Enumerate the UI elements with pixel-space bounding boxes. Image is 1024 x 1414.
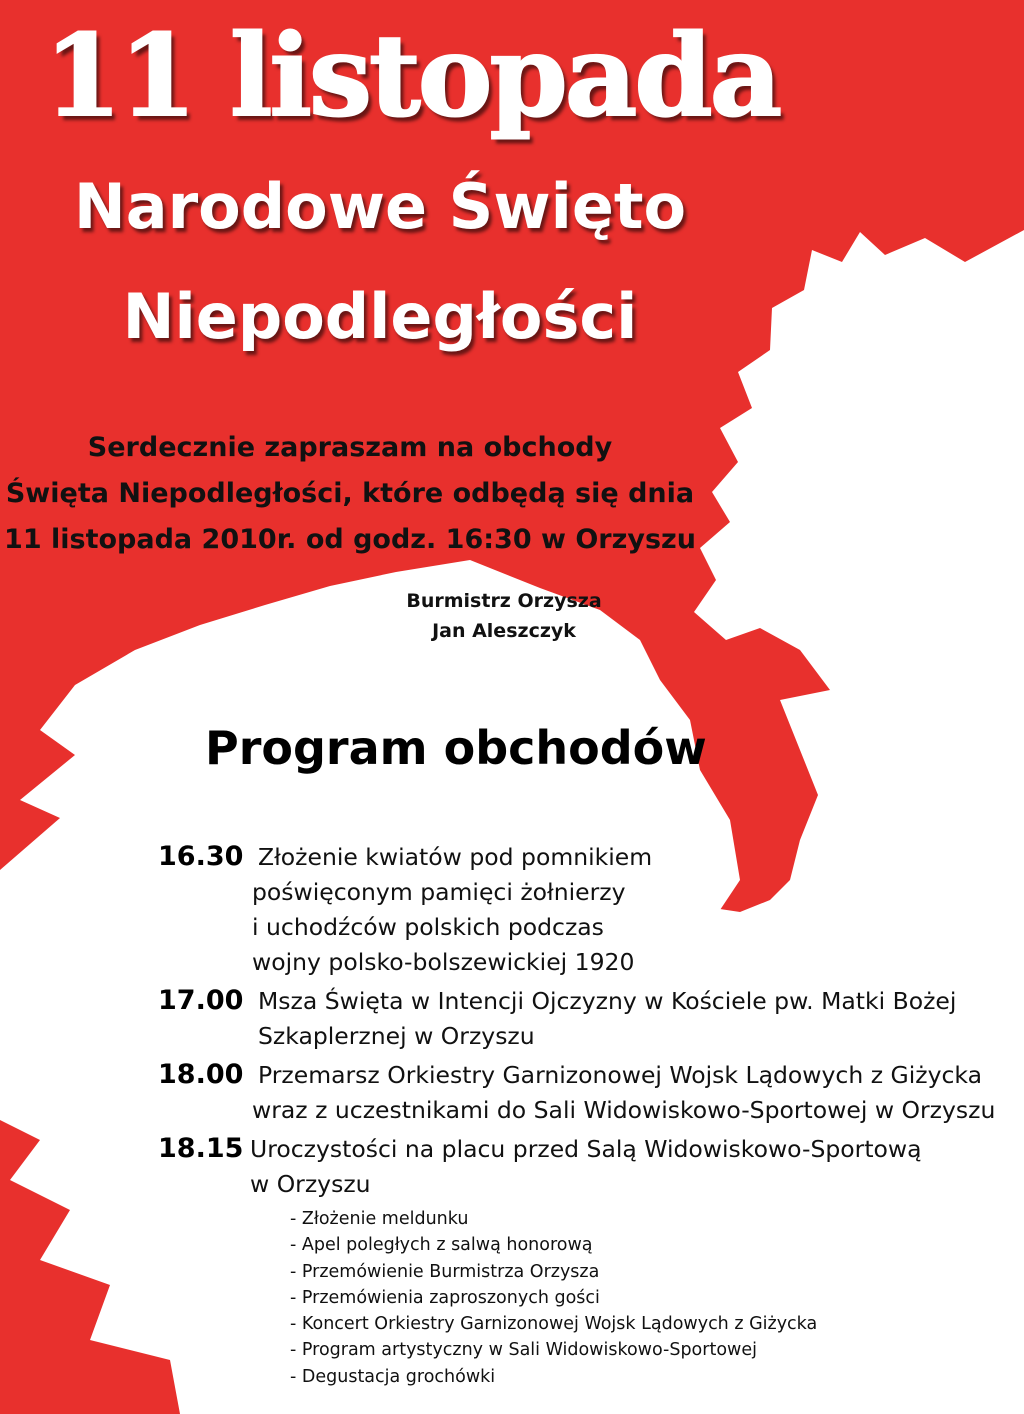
list-item: - Apel poległych z salwą honorową (290, 1232, 1018, 1258)
signature-block (404, 586, 604, 646)
list-item: - Koncert Orkiestry Garnizonowej Wojsk Lądowych z Giżycka (290, 1311, 1018, 1337)
invitation-line: Serdecznie zapraszam na obchody (87, 432, 613, 463)
list-item: - Degustacja grochówki (290, 1364, 1018, 1390)
event-time: 17.00 (158, 985, 244, 1016)
schedule-event (158, 840, 1018, 980)
schedule-event (158, 1058, 1018, 1128)
invitation-line: Święta Niepodległości, które odbędą się dnia (5, 478, 695, 509)
event-subitems-list (290, 1206, 1018, 1390)
signature-role: Burmistrz Orzysza (406, 590, 602, 612)
event-description-line: w Orzyszu (250, 1170, 371, 1198)
schedule-event (158, 1132, 1018, 1390)
event-description-line: Uroczystości na placu przed Salą Widowiskowo-Sportową (250, 1135, 922, 1163)
event-description-line: poświęconym pamięci żołnierzy (252, 878, 626, 906)
program-schedule (158, 840, 1018, 1394)
schedule-event (158, 984, 1018, 1054)
subtitle-line-2: Niepodległości (122, 280, 638, 353)
event-time: 18.00 (158, 1059, 244, 1090)
main-title: 11 listopada (44, 11, 780, 142)
event-description-line: wraz z uczestnikami do Sali Widowiskowo-Sportowej w Orzyszu (252, 1096, 996, 1124)
event-description-line: Złożenie kwiatów pod pomnikiem (258, 843, 653, 871)
event-description-line: wojny polsko-bolszewickiej 1920 (252, 948, 635, 976)
program-heading: Program obchodów (205, 721, 707, 775)
event-time: 18.15 (158, 1133, 244, 1164)
list-item: - Przemówienie Burmistrza Orzysza (290, 1259, 1018, 1285)
event-description-line: Przemarsz Orkiestry Garnizonowej Wojsk Lądowych z Giżycka (258, 1061, 983, 1089)
list-item: - Program artystyczny w Sali Widowiskowo-Sportowej (290, 1337, 1018, 1363)
list-item: - Przemówienia zaproszonych gości (290, 1285, 1018, 1311)
subtitle-line-1: Narodowe Święto (73, 170, 687, 243)
signature-name: Jan Aleszczyk (432, 620, 576, 642)
event-description-line: Szkaplerznej w Orzyszu (258, 1022, 535, 1050)
event-description-line: Msza Święta w Intencji Ojczyzny w Kościele pw. Matki Bożej (258, 987, 957, 1015)
invitation-text (0, 425, 700, 563)
event-time: 16.30 (158, 841, 244, 872)
invitation-line: 11 listopada 2010r. od godz. 16:30 w Orzyszu (4, 524, 696, 555)
list-item: - Złożenie meldunku (290, 1206, 1018, 1232)
event-description-line: i uchodźców polskich podczas (252, 913, 604, 941)
